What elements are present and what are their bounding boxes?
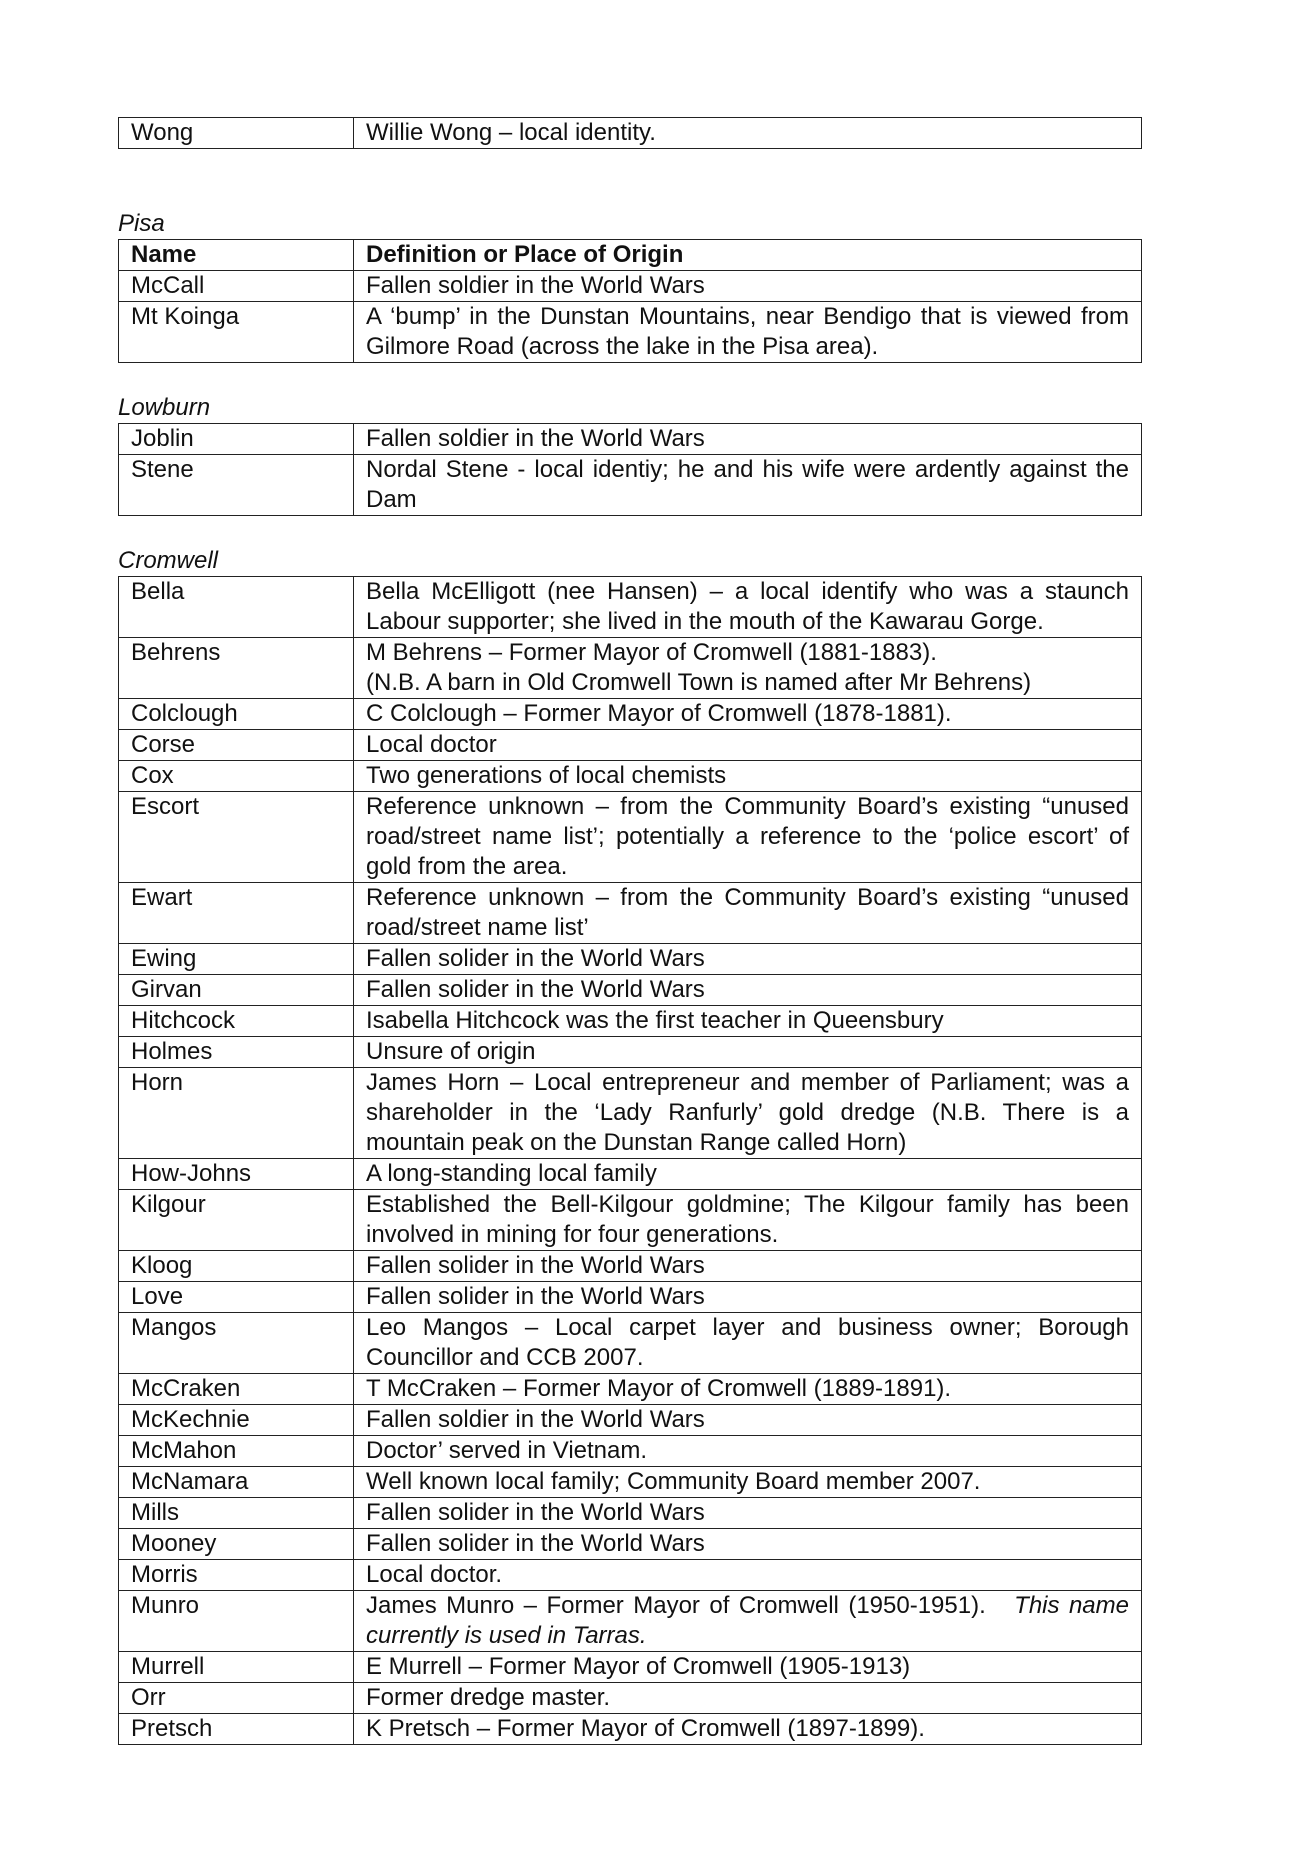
table-row [119,1068,1142,1159]
definition-cell: C Colclough – Former Mayor of Cromwell (1878-1881). [354,699,1142,730]
name-cell: Love [119,1282,354,1313]
name-cell: Hitchcock [119,1006,354,1037]
definition-cell: A ‘bump’ in the Dunstan Mountains, near Bendigo that is viewed from Gilmore Road (across the lake in the Pisa area). [354,302,1142,363]
table-row [119,1560,1142,1591]
table-row [119,302,1142,363]
header-definition: Definition or Place of Origin [354,240,1142,271]
name-cell: Mooney [119,1529,354,1560]
definition-cell: Local doctor. [354,1560,1142,1591]
definition-cell: Fallen solider in the World Wars [354,1498,1142,1529]
definition-cell: Fallen soldier in the World Wars [354,1405,1142,1436]
table-row [119,1374,1142,1405]
table-row [119,730,1142,761]
lowburn-table [118,423,1142,516]
definition-cell: Leo Mangos – Local carpet layer and business owner; Borough Councillor and CCB 2007. [354,1313,1142,1374]
table-row [119,1652,1142,1683]
table-row [119,761,1142,792]
name-cell: McCraken [119,1374,354,1405]
definition-cell: Two generations of local chemists [354,761,1142,792]
name-cell: Behrens [119,638,354,699]
table-row [119,1006,1142,1037]
definition-cell: Fallen solider in the World Wars [354,1529,1142,1560]
definition-cell: Fallen soldier in the World Wars [354,271,1142,302]
name-cell: Escort [119,792,354,883]
table-row [119,1405,1142,1436]
table-row [119,1683,1142,1714]
name-cell: Holmes [119,1037,354,1068]
name-cell: Joblin [119,424,354,455]
name-cell: Horn [119,1068,354,1159]
table-row [119,1529,1142,1560]
definition-cell: Former dredge master. [354,1683,1142,1714]
name-cell: Girvan [119,975,354,1006]
name-cell: Wong [119,118,354,149]
section-title-lowburn: Lowburn [118,394,211,421]
table-row [119,1037,1142,1068]
definition-cell: Well known local family; Community Board member 2007. [354,1467,1142,1498]
definition-line: James Munro – Former Mayor of Cromwell (1950-1951). [366,1592,986,1619]
name-cell: McKechnie [119,1405,354,1436]
definition-cell: Fallen solider in the World Wars [354,975,1142,1006]
definition-cell: Unsure of origin [354,1037,1142,1068]
definition-cell: Bella McElligott (nee Hansen) – a local identify who was a staunch Labour supporter; she lived in the mouth of the Kawarau Gorge. [354,577,1142,638]
definition-cell: Nordal Stene - local identiy; he and his wife were ardently against the Dam [354,455,1142,516]
name-cell: Cox [119,761,354,792]
table-row [119,1251,1142,1282]
name-cell: Ewart [119,883,354,944]
definition-cell: Reference unknown – from the Community Board’s existing “unused road/street name list’; potentially a reference to the ‘police escort’ of gold from the area. [354,792,1142,883]
name-cell: Mills [119,1498,354,1529]
definition-cell: T McCraken – Former Mayor of Cromwell (1889-1891). [354,1374,1142,1405]
cromwell-table [118,576,1142,1745]
definition-cell: A long-standing local family [354,1159,1142,1190]
definition-italic-note: This name currently is used in Tarras. [366,1592,1129,1649]
section-title-pisa: Pisa [118,210,165,237]
table-row [119,1282,1142,1313]
table-row [119,883,1142,944]
definition-cell: E Murrell – Former Mayor of Cromwell (1905-1913) [354,1652,1142,1683]
definition-cell: Fallen solider in the World Wars [354,944,1142,975]
definition-line: M Behrens – Former Mayor of Cromwell (1881-1883). [366,639,937,666]
name-cell: Mt Koinga [119,302,354,363]
name-cell: Bella [119,577,354,638]
continuation-table [118,117,1142,149]
table-row [119,944,1142,975]
continuation-section [118,117,1142,149]
section-title-cromwell: Cromwell [118,547,219,574]
definition-cell: Established the Bell-Kilgour goldmine; The Kilgour family has been involved in mining for four generations. [354,1190,1142,1251]
table-row [119,975,1142,1006]
definition-cell [354,1591,1142,1652]
table-row [119,424,1142,455]
name-cell: McCall [119,271,354,302]
definition-note: (N.B. A barn in Old Cromwell Town is named after Mr Behrens) [366,669,1032,696]
definition-cell: Reference unknown – from the Community Board’s existing “unused road/street name list’ [354,883,1142,944]
definition-cell: Fallen soldier in the World Wars [354,424,1142,455]
table-row [119,577,1142,638]
table-row [119,1498,1142,1529]
table-row [119,1467,1142,1498]
name-cell: Murrell [119,1652,354,1683]
table-row [119,271,1142,302]
name-cell: Munro [119,1591,354,1652]
name-cell: Morris [119,1560,354,1591]
name-cell: McNamara [119,1467,354,1498]
name-cell: Orr [119,1683,354,1714]
definition-cell: Fallen solider in the World Wars [354,1282,1142,1313]
name-cell: Mangos [119,1313,354,1374]
definition-cell: K Pretsch – Former Mayor of Cromwell (1897-1899). [354,1714,1142,1745]
table-row [119,118,1142,149]
name-cell: Kloog [119,1251,354,1282]
cromwell-section [118,546,1142,1745]
table-header-row [119,240,1142,271]
definition-cell: Fallen solider in the World Wars [354,1251,1142,1282]
table-row [119,455,1142,516]
table-row [119,1714,1142,1745]
definition-cell: Local doctor [354,730,1142,761]
pisa-table [118,239,1142,363]
name-cell: Kilgour [119,1190,354,1251]
name-cell: Stene [119,455,354,516]
table-row [119,1159,1142,1190]
table-row [119,699,1142,730]
definition-cell [354,638,1142,699]
definition-cell: Doctor’ served in Vietnam. [354,1436,1142,1467]
table-row [119,1313,1142,1374]
table-row [119,792,1142,883]
pisa-section [118,209,1142,363]
name-cell: Colclough [119,699,354,730]
table-row [119,1591,1142,1652]
name-cell: McMahon [119,1436,354,1467]
name-cell: Corse [119,730,354,761]
definition-cell: Isabella Hitchcock was the first teacher in Queensbury [354,1006,1142,1037]
table-row [119,1190,1142,1251]
definition-cell: Willie Wong – local identity. [354,118,1142,149]
table-row [119,638,1142,699]
definition-cell: James Horn – Local entrepreneur and member of Parliament; was a shareholder in the ‘Lady Ranfurly’ gold dredge (N.B. There is a mountain peak on the Dunstan Range called Horn) [354,1068,1142,1159]
table-row [119,1436,1142,1467]
name-cell: Ewing [119,944,354,975]
name-cell: How-Johns [119,1159,354,1190]
name-cell: Pretsch [119,1714,354,1745]
lowburn-section [118,393,1142,516]
header-name: Name [119,240,354,271]
